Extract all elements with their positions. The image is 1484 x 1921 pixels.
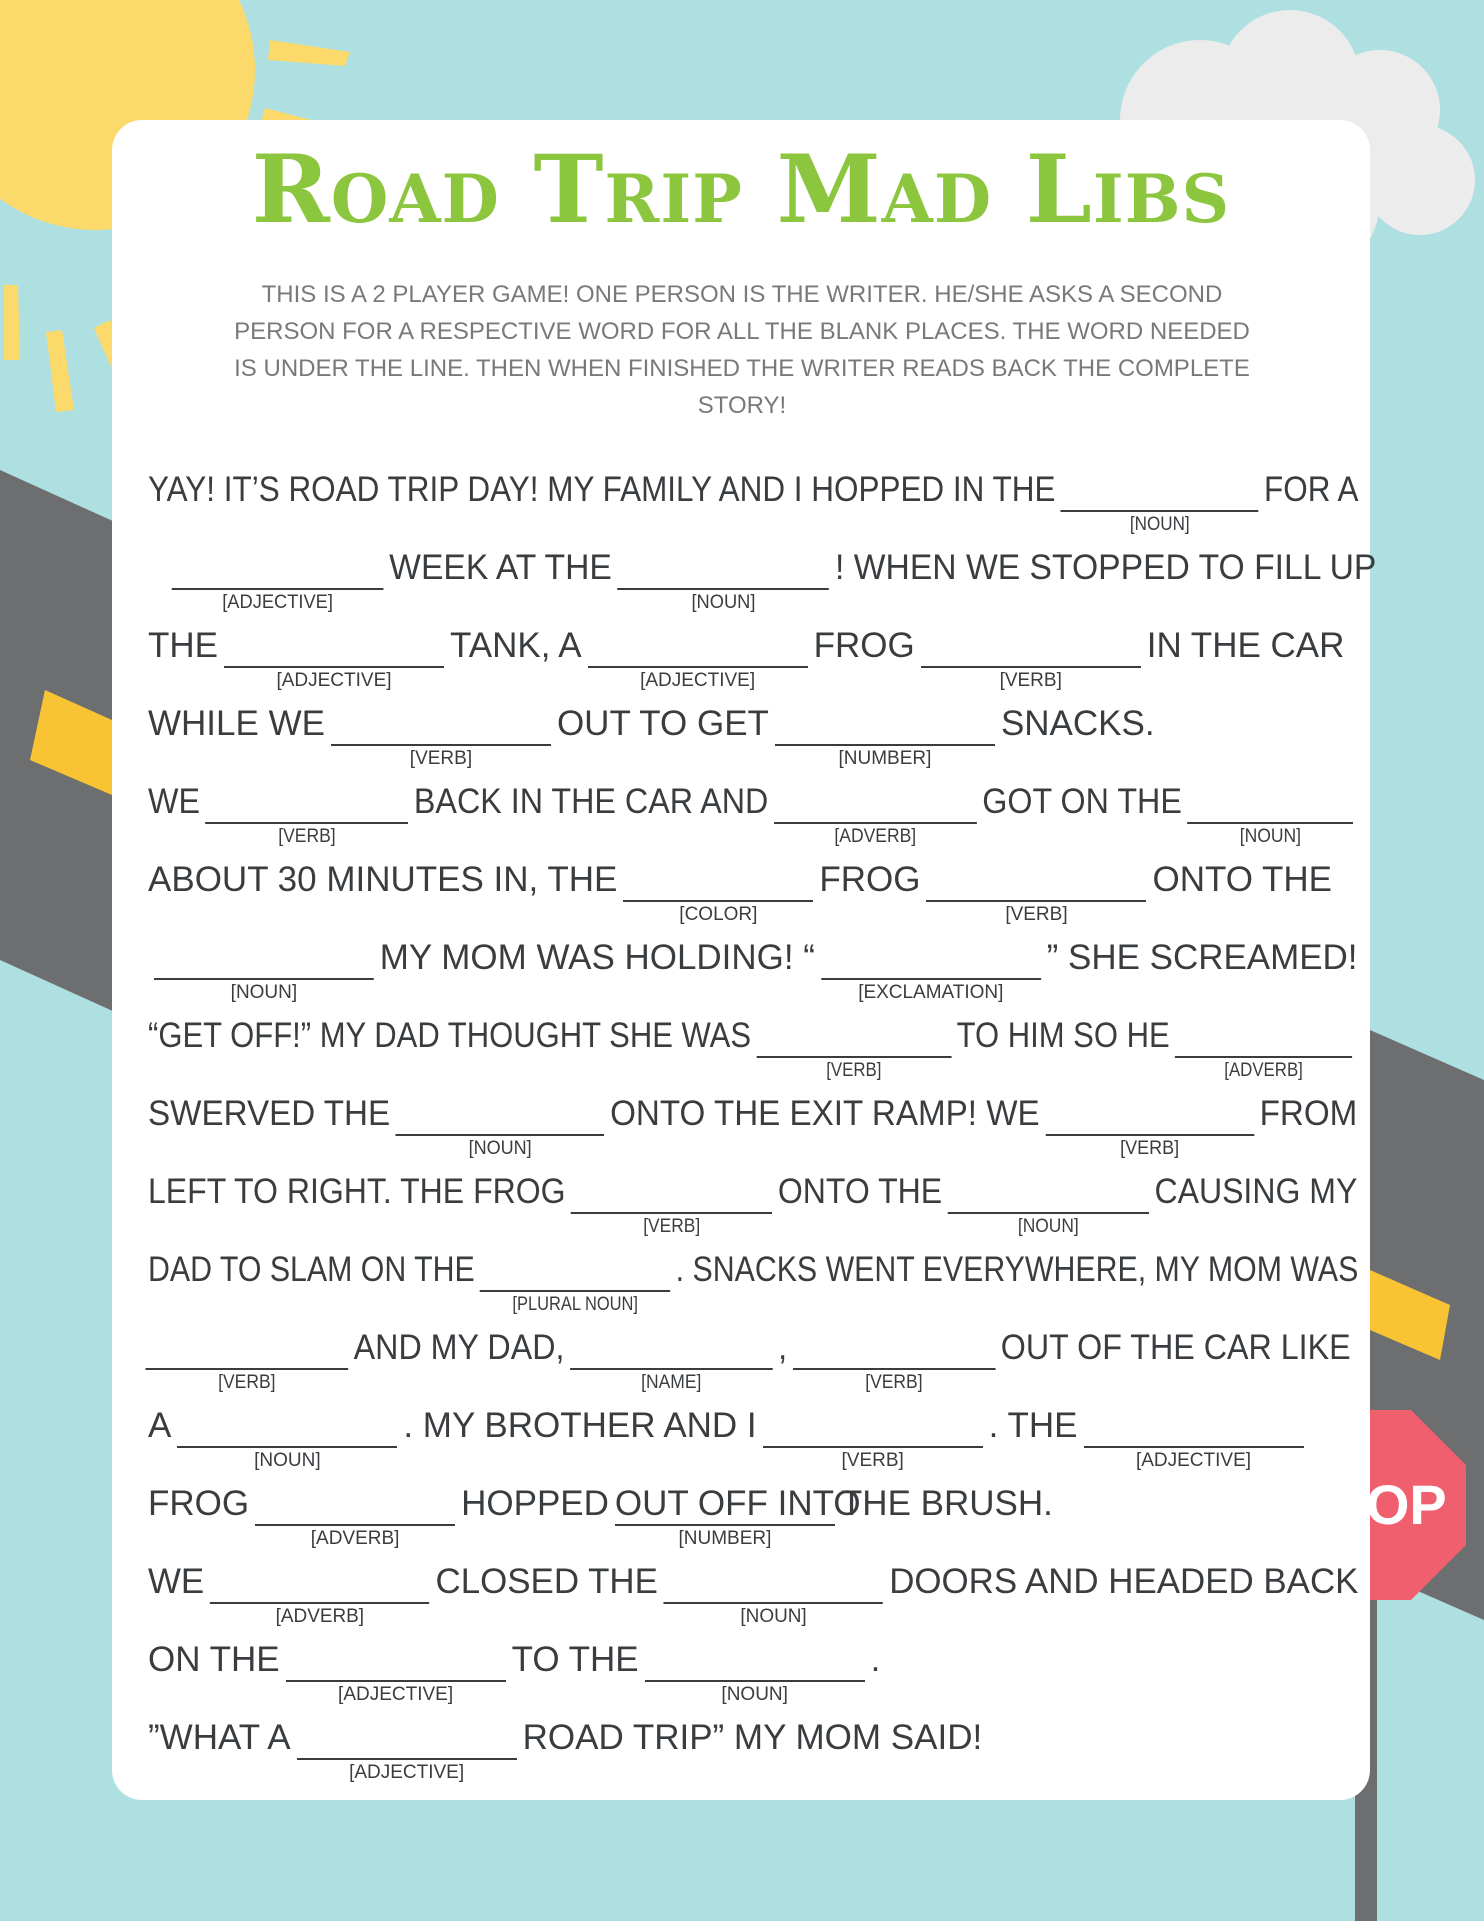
answer-blank[interactable] xyxy=(331,704,551,769)
blank-hint: [COLOR] xyxy=(679,904,758,925)
answer-blank[interactable] xyxy=(286,1640,506,1705)
answer-blank[interactable] xyxy=(623,860,813,925)
story-line xyxy=(148,626,1345,691)
blank-hint: [VERB] xyxy=(643,1216,701,1237)
story-line xyxy=(148,1016,1357,1081)
blank-overwritten-text: OUT OFF INTO xyxy=(614,1484,861,1523)
blank-hint: [ADVERB] xyxy=(310,1528,400,1549)
story-line xyxy=(148,1562,1359,1627)
blank-hint: [ADJECTIVE] xyxy=(222,592,333,613)
blank-hint: [NOUN] xyxy=(1239,826,1302,847)
story-text: FOR A xyxy=(1264,470,1359,509)
story-text: FROG xyxy=(148,1484,250,1523)
blank-hint: [VERB] xyxy=(999,670,1062,691)
blank-hint: [PLURAL NOUN] xyxy=(512,1294,638,1315)
blank-hint: [NUMBER] xyxy=(838,748,932,769)
story-text: SNACKS. xyxy=(1000,704,1155,743)
blank-hint: [VERB] xyxy=(218,1372,276,1393)
blank-hint: [ADJECTIVE] xyxy=(1135,1450,1252,1471)
story-line xyxy=(148,704,1155,769)
story-text: FROG xyxy=(813,626,915,665)
story-text: DAD TO SLAM ON THE xyxy=(148,1250,475,1289)
answer-blank[interactable] xyxy=(763,1406,983,1471)
answer-blank[interactable] xyxy=(396,1094,605,1159)
blank-hint: [VERB] xyxy=(826,1060,882,1081)
answer-blank[interactable] xyxy=(146,1328,349,1393)
story-line xyxy=(166,548,1377,613)
answer-blank[interactable] xyxy=(297,1718,517,1783)
story-text: IN THE CAR xyxy=(1146,626,1345,665)
story-line xyxy=(148,860,1333,925)
story-text: ONTO THE EXIT RAMP! WE xyxy=(610,1094,1040,1133)
story-text: WEEK AT THE xyxy=(389,548,612,587)
story-text: A xyxy=(148,1406,172,1445)
story-text: LEFT TO RIGHT. THE FROG xyxy=(148,1172,566,1211)
answer-blank[interactable] xyxy=(1187,782,1353,847)
blank-hint: [VERB] xyxy=(865,1372,923,1393)
story-text: DOORS AND HEADED BACK xyxy=(889,1562,1359,1601)
blank-hint: [ADVERB] xyxy=(275,1606,365,1627)
answer-blank[interactable] xyxy=(224,626,444,691)
story-text: THE BRUSH. xyxy=(840,1484,1053,1523)
story-text: . xyxy=(870,1640,881,1679)
instructions: THIS IS A 2 PLAYER GAME! ONE PERSON IS THE WRITER. HE/SHE ASKS A SECOND PERSON FOR A RESPECTIVE WORD FOR ALL THE BLANK PLACES. THE WORD NEEDED IS UNDER THE LINE. THEN WHEN FINISHED THE WRITER READS BACK THE COMPLETE STORY! xyxy=(234,281,1250,419)
answer-blank[interactable] xyxy=(614,1484,861,1549)
story-text: SWERVED THE xyxy=(148,1094,391,1133)
blank-hint: [EXCLAMATION] xyxy=(858,982,1004,1003)
story-text: ROAD TRIP” MY MOM SAID! xyxy=(522,1718,983,1757)
blank-hint: [ADJECTIVE] xyxy=(640,670,756,691)
story-line xyxy=(148,938,1358,1003)
story-text: CAUSING MY xyxy=(1154,1172,1358,1211)
blank-hint: [ADVERB] xyxy=(1224,1060,1303,1081)
story-text: GOT ON THE xyxy=(982,782,1182,821)
story-text: FROM xyxy=(1259,1094,1358,1133)
answer-blank[interactable] xyxy=(588,626,808,691)
answer-blank[interactable] xyxy=(821,938,1041,1003)
story-text: AND MY DAD, xyxy=(353,1328,565,1367)
blank-hint: [NOUN] xyxy=(740,1606,807,1627)
answer-blank[interactable] xyxy=(1061,470,1259,535)
blank-hint: [NOUN] xyxy=(1017,1216,1079,1237)
story-text: . THE xyxy=(988,1406,1078,1445)
blank-hint: [VERB] xyxy=(1120,1138,1180,1159)
story-text: THE xyxy=(148,626,218,665)
answer-blank[interactable] xyxy=(1175,1016,1352,1081)
answer-blank[interactable] xyxy=(618,548,830,613)
blank-hint: [NOUN] xyxy=(1129,514,1190,535)
story-text: TO HIM SO HE xyxy=(956,1016,1170,1055)
story-text: HOPPED xyxy=(461,1484,609,1523)
answer-blank[interactable] xyxy=(255,1484,455,1549)
story-line xyxy=(148,1640,881,1705)
answer-blank[interactable] xyxy=(570,1328,773,1393)
story-text: WHILE WE xyxy=(148,704,325,743)
answer-blank[interactable] xyxy=(926,860,1146,925)
answer-blank[interactable] xyxy=(1084,1406,1304,1471)
answer-blank[interactable] xyxy=(1045,1094,1254,1159)
answer-blank[interactable] xyxy=(756,1016,951,1081)
story-text: ON THE xyxy=(148,1640,280,1679)
blank-hint: [NAME] xyxy=(641,1372,702,1393)
story-text: CLOSED THE xyxy=(435,1562,658,1601)
story-text: OUT TO GET xyxy=(556,704,769,743)
answer-blank[interactable] xyxy=(793,1328,996,1393)
blank-hint: [NUMBER] xyxy=(678,1528,772,1549)
story-text: TANK, A xyxy=(450,626,582,665)
blank-hint: [VERB] xyxy=(1005,904,1068,925)
story-line xyxy=(148,1484,1053,1549)
answer-blank[interactable] xyxy=(177,1406,397,1471)
story-line xyxy=(148,1718,983,1783)
story-text: ”WHAT A xyxy=(148,1718,291,1757)
answer-blank[interactable] xyxy=(571,1172,772,1237)
story-text: MY MOM WAS HOLDING! “ xyxy=(379,938,815,977)
story-text: TO THE xyxy=(511,1640,639,1679)
story-text: OUT OF THE CAR LIKE xyxy=(1000,1328,1351,1367)
story-text: “GET OFF!” MY DAD THOUGHT SHE WAS xyxy=(148,1016,752,1055)
blank-hint: [NOUN] xyxy=(721,1684,788,1705)
answer-blank[interactable] xyxy=(206,782,409,847)
stop-sign-label: STOP xyxy=(1295,1473,1447,1536)
story-text: . MY BROTHER AND I xyxy=(403,1406,757,1445)
answer-blank[interactable] xyxy=(480,1250,671,1315)
answer-blank[interactable] xyxy=(921,626,1141,691)
answer-blank[interactable] xyxy=(774,782,977,847)
blank-hint: [ADVERB] xyxy=(834,826,917,847)
blank-hint: [ADJECTIVE] xyxy=(349,1762,465,1783)
answer-blank[interactable] xyxy=(645,1640,865,1705)
story-line xyxy=(148,1172,1358,1237)
story-line xyxy=(140,1328,1351,1393)
answer-blank[interactable] xyxy=(948,1172,1149,1237)
blank-hint: [VERB] xyxy=(409,748,473,769)
answer-blank[interactable] xyxy=(664,1562,883,1627)
story-line xyxy=(148,1094,1358,1159)
blank-hint: [NOUN] xyxy=(230,982,298,1003)
page-title: Road Trip Mad Libs xyxy=(251,135,1231,245)
story-text: ONTO THE xyxy=(777,1172,943,1211)
story-text: WE xyxy=(148,782,200,821)
story-text: BACK IN THE CAR AND xyxy=(413,782,769,821)
blank-hint: [VERB] xyxy=(278,826,336,847)
blank-hint: [ADJECTIVE] xyxy=(276,670,392,691)
story-line xyxy=(148,470,1359,535)
answer-blank[interactable] xyxy=(154,938,374,1003)
story-line xyxy=(148,1406,1310,1471)
story-text: , xyxy=(778,1328,788,1367)
story-text: ABOUT 30 MINUTES IN, THE xyxy=(148,860,618,899)
story-line xyxy=(148,782,1359,847)
story-text: ” SHE SCREAMED! xyxy=(1046,938,1358,977)
story-text: . SNACKS WENT EVERYWHERE, MY MOM WAS xyxy=(675,1250,1359,1289)
story-text: FROG xyxy=(819,860,921,899)
story-text: ! WHEN WE STOPPED TO FILL UP xyxy=(835,548,1377,587)
answer-blank[interactable] xyxy=(172,548,384,613)
story-line xyxy=(148,1250,1359,1315)
story-text: WE xyxy=(148,1562,205,1601)
blank-hint: [ADJECTIVE] xyxy=(338,1684,454,1705)
blank-hint: [NOUN] xyxy=(254,1450,321,1471)
blank-hint: [VERB] xyxy=(841,1450,904,1471)
story-text: ONTO THE xyxy=(1152,860,1333,899)
blank-hint: [NOUN] xyxy=(691,592,756,613)
story-text: YAY! IT’S ROAD TRIP DAY! MY FAMILY AND I HOPPED IN THE xyxy=(148,470,1056,509)
blank-hint: [NOUN] xyxy=(468,1138,532,1159)
answer-blank[interactable] xyxy=(210,1562,429,1627)
answer-blank[interactable] xyxy=(775,704,995,769)
